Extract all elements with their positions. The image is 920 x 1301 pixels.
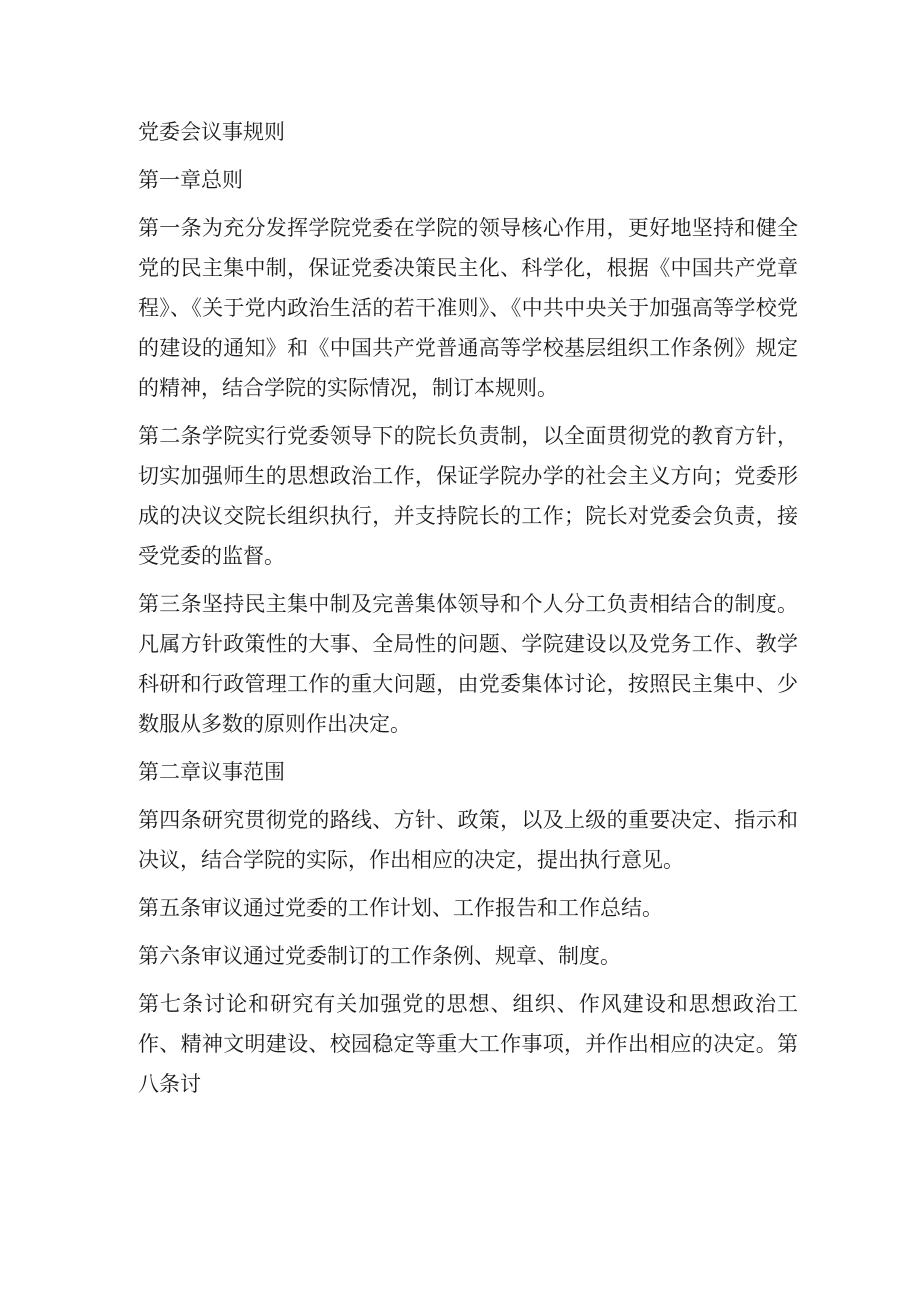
chapter-heading-1: 第一章总则 (138, 168, 243, 192)
chapter-heading-2: 第二章议事范围 (138, 760, 285, 784)
article-3: 第三条坚持民主集中制及完善集体领导和个人分工负责相结合的制度。凡属方针政策性的大事、全局性的问题、学院建设以及党务工作、教学科研和行政管理工作的重大问题，由党委集体讨论，按照民主集中、少数服从多数的原则作出决定。 (138, 592, 798, 736)
article-7: 第七条讨论和研究有关加强党的思想、组织、作风建设和思想政治工作、精神文明建设、校园稳定等重大工作事项，并作出相应的决定。第八条讨 (138, 992, 798, 1096)
article-1: 第一条为充分发挥学院党委在学院的领导核心作用，更好地坚持和健全党的民主集中制，保证党委决策民主化、科学化，根据《中国共产党章程》、《关于党内政治生活的若干准则》、《中共中央关于加强高等学校党的建设的通知》和《中国共产党普通高等学校基层组织工作条例》规定的精神，结合学院的实际情况，制订本规则。 (138, 216, 798, 400)
article-2: 第二条学院实行党委领导下的院长负责制，以全面贯彻党的教育方针，切实加强师生的思想政治工作，保证学院办学的社会主义方向；党委形成的决议交院长组织执行，并支持院长的工作；院长对党委会负责，接受党委的监督。 (138, 424, 798, 568)
document-body (138, 112, 798, 1112)
article-5: 第五条审议通过党委的工作计划、工作报告和工作总结。 (138, 896, 663, 920)
article-6: 第六条审议通过党委制订的工作条例、规章、制度。 (138, 944, 621, 968)
article-4: 第四条研究贯彻党的路线、方针、政策，以及上级的重要决定、指示和决议，结合学院的实际，作出相应的决定，提出执行意见。 (138, 808, 798, 872)
document-title: 党委会议事规则 (138, 120, 285, 144)
